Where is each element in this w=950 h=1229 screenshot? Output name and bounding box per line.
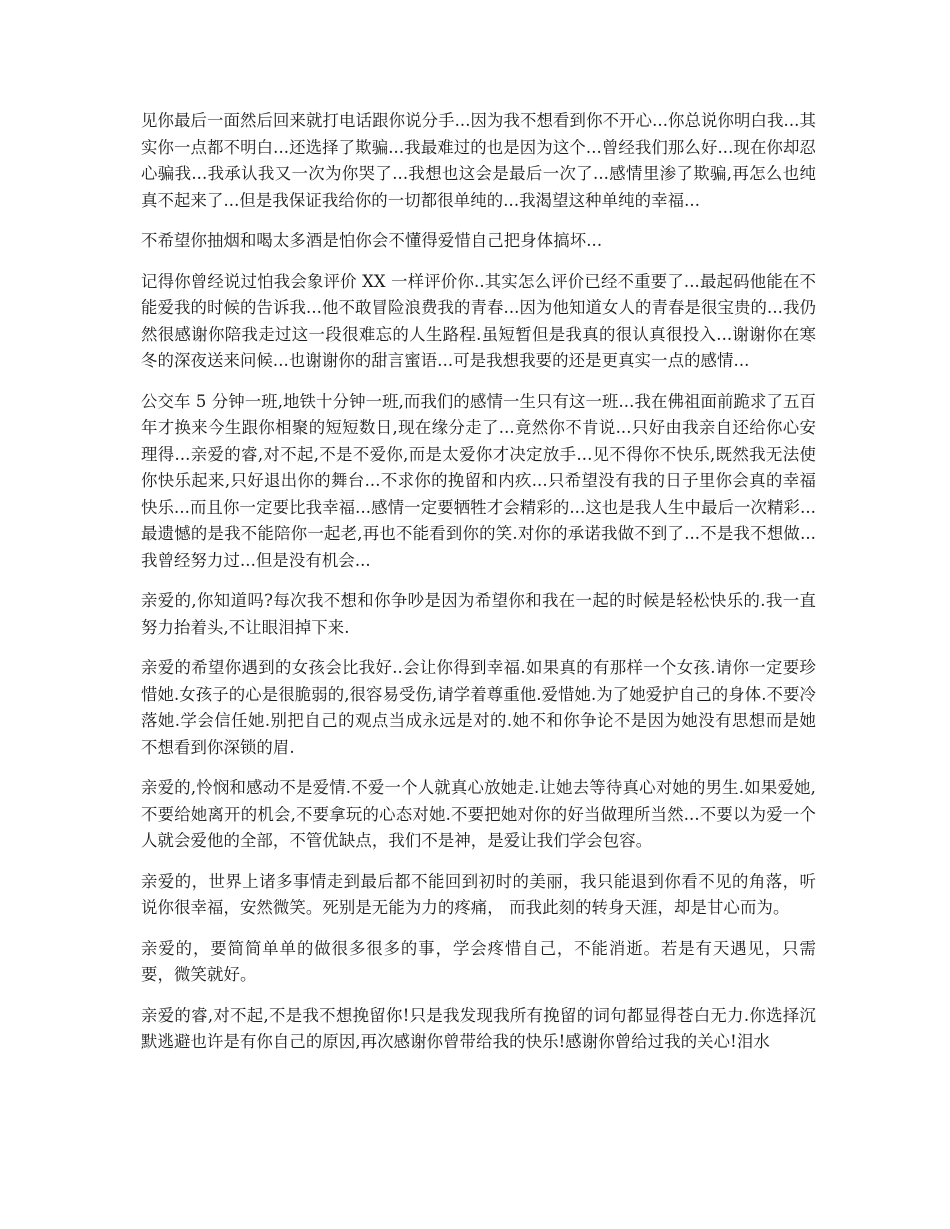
paragraph-5: 亲爱的,你知道吗?每次我不想和你争吵是因为希望你和我在一起的时候是轻松快乐的.我一直努力抬着头,不让眼泪掉下来. (141, 591, 816, 637)
paragraph-6: 亲爱的希望你遇到的女孩会比我好..会让你得到幸福.如果真的有那样一个女孩.请你一定要珍惜她.女孩子的心是很脆弱的,很容易受伤,请学着尊重他.爱惜她.为了她爱护自己的身体.不要冷落她.学会信任她.别把自己的观点当成永远是对的.她不和你争论不是因为她没有思想而是她不想看到你深锁的眉. (141, 658, 816, 757)
paragraph-8: 亲爱的，世界上诸多事情走到最后都不能回到初时的美丽，我只能退到你看不见的角落，听说你很幸福，安然微笑。死别是无能为力的疼痛， 而我此刻的转身天涯，却是甘心而为。 (141, 871, 816, 917)
paragraph-9: 亲爱的，要简简单单的做很多很多的事，学会疼惜自己，不能消逝。若是有天遇见，只需要，微笑就好。 (141, 938, 816, 984)
paragraph-7: 亲爱的,怜悯和感动不是爱情.不爱一个人就真心放她走.让她去等待真心对她的男生.如果爱她,不要给她离开的机会,不要拿玩的心态对她.不要把她对你的好当做理所当然...不要以为爱一个人就会爱他的全部，不管优缺点，我们不是神，是爱让我们学会包容。 (141, 778, 816, 850)
paragraph-3: 记得你曾经说过怕我会象评价 XX 一样评价你..其实怎么评价已经不重要了...最起码他能在不能爱我的时候的告诉我...他不敢冒险浪费我的青春...因为他知道女人的青春是很宝贵的...我仍然很感谢你陪我走过这一段很难忘的人生路程.虽短暂但是我真的很认真很投入...谢谢你在寒冬的深夜送来问候...也谢谢你的甜言蜜语...可是我想我要的还是更真实一点的感情... (141, 271, 816, 370)
paragraph-10: 亲爱的睿,对不起,不是我不想挽留你!只是我发现我所有挽留的词句都显得苍白无力.你选择沉默逃避也许是有你自己的原因,再次感谢你曾带给我的快乐!感谢你曾给过我的关心!泪水 (141, 1005, 816, 1051)
paragraph-2: 不希望你抽烟和喝太多酒是怕你会不懂得爱惜自己把身体搞坏... (141, 231, 603, 250)
paragraph-1: 见你最后一面然后回来就打电话跟你说分手...因为我不想看到你不开心...你总说你明白我...其实你一点都不明白...还选择了欺骗...我最难过的也是因为这个...曾经我们那么好...现在你却忍心骗我...我承认我又一次为你哭了...我想也这会是最后一次了...感情里渗了欺骗,再怎么也纯真不起来了...但是我保证我给你的一切都很单纯的...我渴望这种单纯的幸福... (141, 111, 816, 210)
paragraph-4: 公交车 5 分钟一班,地铁十分钟一班,而我们的感情一生只有这一班...我在佛祖面前跪求了五百年才换来今生跟你相聚的短短数日,现在缘分走了...竟然你不肯说...只好由我亲自还给你心安理得...亲爱的睿,对不起,不是不爱你,而是太爱你才决定放手...见不得你不快乐,既然我无法使你快乐起来,只好退出你的舞台...不求你的挽留和内疚...只希望没有我的日子里你会真的幸福快乐...而且你一定要比我幸福...感情一定要牺牲才会精彩的...这也是我人生中最后一次精彩...最遗憾的是我不能陪你一起老,再也不能看到你的笑.对你的承诺我做不到了...不是我不想做...我曾经努力过...但是没有机会... (141, 391, 816, 570)
document-body (141, 108, 816, 1070)
